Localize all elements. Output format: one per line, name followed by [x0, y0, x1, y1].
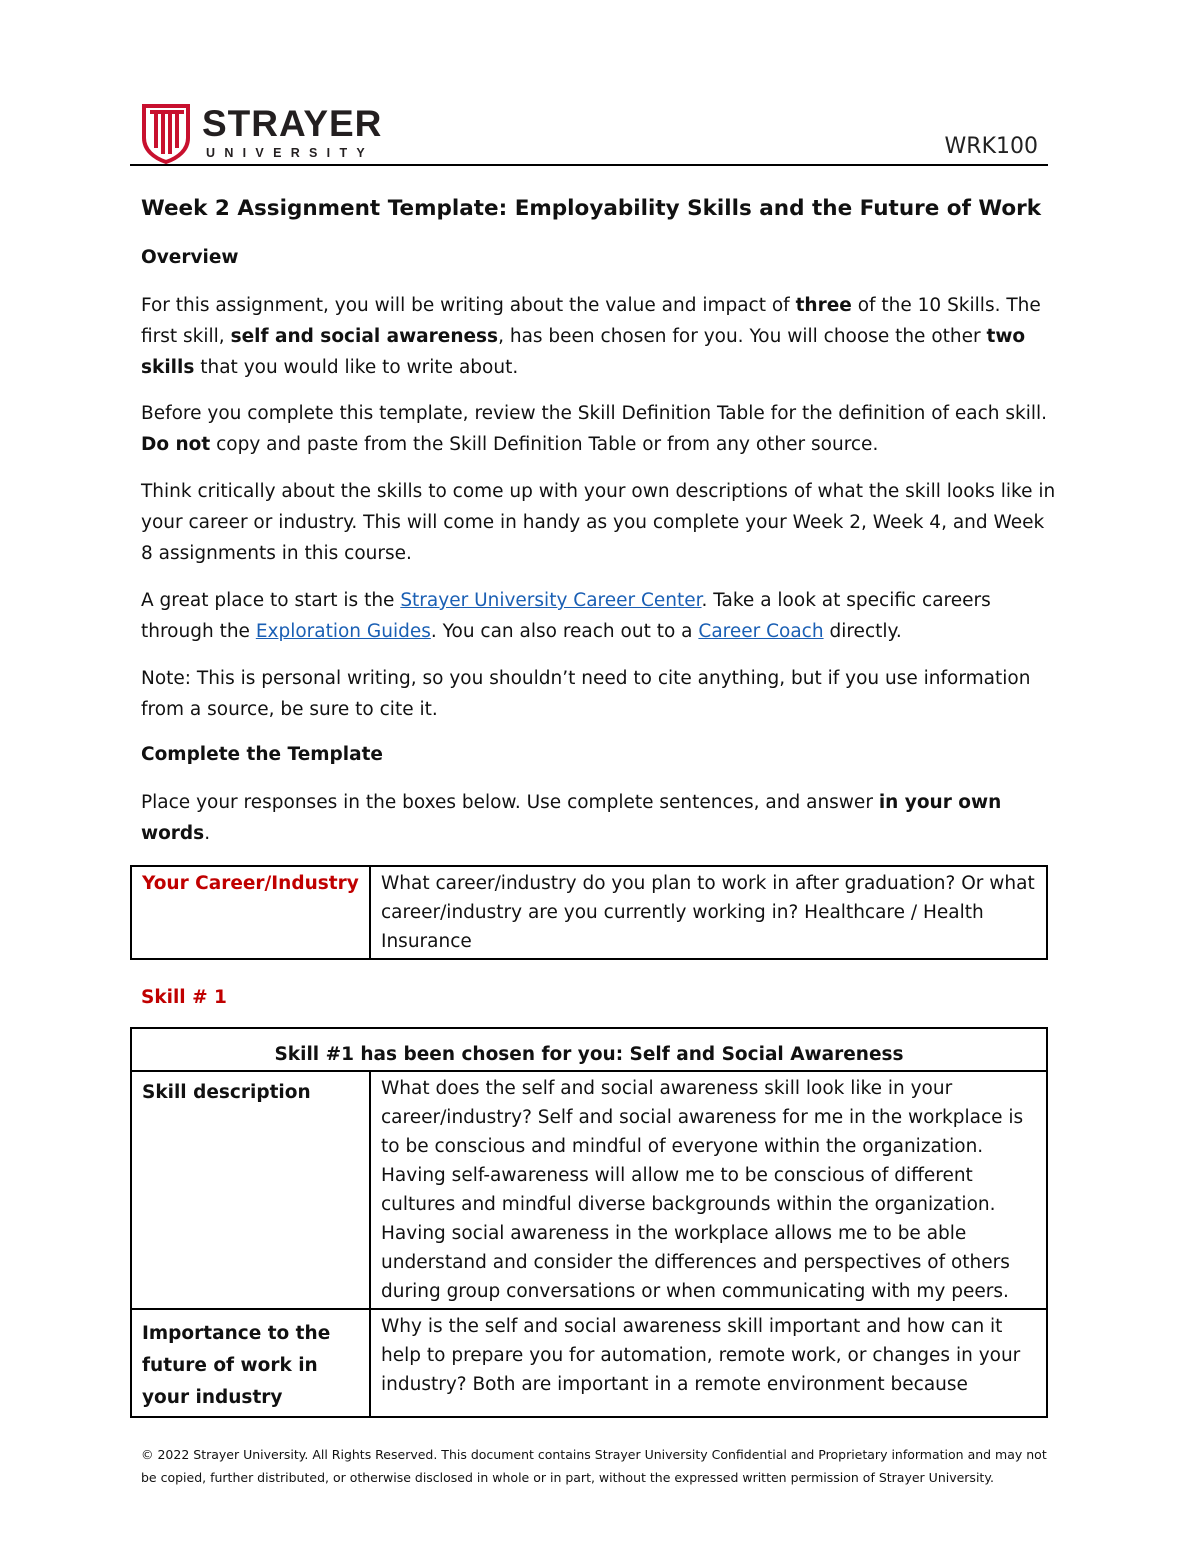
skill-description-label: Skill description	[131, 1071, 370, 1309]
text-run: .	[204, 823, 211, 844]
table-row	[131, 1309, 1047, 1417]
text-run: copy and paste from the Skill Definition Table or from any other source.	[210, 434, 879, 455]
bold-text: three	[795, 295, 852, 316]
skill-description-response[interactable]: What does the self and social awareness skill look like in your career/industry? Self and social awareness for me in the workplace is to be conscious and mindful of everyone within the organization. Having self-awareness will allow me to be conscious of different cultures and mindful diverse backgrounds within the organization. Having social awareness in the workplace allows me to be able understand and consider the differences and perspectives of others during group conversations or when communicating with my peers.	[370, 1071, 1047, 1309]
logo-wordmark: STRAYER	[202, 103, 383, 144]
overview-heading: Overview	[141, 247, 239, 268]
page-header	[130, 100, 1048, 166]
overview-paragraph-4	[141, 585, 1056, 647]
strayer-shield-icon	[140, 102, 196, 164]
skill-1-heading: Skill # 1	[141, 987, 227, 1008]
skill-1-table	[130, 1027, 1048, 1418]
career-center-link[interactable]: Strayer University Career Center	[400, 590, 702, 611]
career-industry-table	[130, 865, 1048, 960]
copyright-footer: © 2022 Strayer University. All Rights Reserved. This document contains Strayer University Confidential and Proprietary information and may not be copied, further distributed, or otherwise disclosed in whole or in part, without the expressed written permission of Strayer University.	[141, 1447, 1047, 1485]
table-row	[131, 1028, 1047, 1071]
bold-text: two skills	[141, 326, 1026, 378]
overview-paragraph-2	[141, 398, 1056, 460]
bold-text: self and social awareness	[230, 326, 499, 347]
text-run: of the 10 Skills. The first skill,	[141, 295, 1041, 347]
overview-paragraph-1	[141, 290, 1056, 383]
career-industry-response[interactable]: What career/industry do you plan to work in after graduation? Or what career/industry are you currently working in? Healthcare / Health Insurance	[370, 866, 1047, 959]
text-run: . You can also reach out to a	[430, 621, 699, 642]
table-row	[131, 866, 1047, 959]
overview-paragraph-3: Think critically about the skills to come up with your own descriptions of what the skill looks like in your career or industry. This will come in handy as you complete your Week 2, Week 4, and Week 8 assignments in this course.	[141, 481, 1056, 564]
text-run: Place your responses in the boxes below. Use complete sentences, and answer	[141, 792, 879, 813]
text-run: that you would like to write about.	[194, 357, 519, 378]
text-run: Before you complete this template, review the Skill Definition Table for the definition of each skill.	[141, 403, 1048, 424]
document-title: Week 2 Assignment Template: Employability Skills and the Future of Work	[141, 196, 1042, 221]
course-code: WRK100	[944, 134, 1038, 159]
text-run: directly.	[823, 621, 902, 642]
note-paragraph: Note: This is personal writing, so you shouldn’t need to cite anything, but if you use information from a source, be sure to cite it.	[141, 668, 1031, 720]
logo-subtitle: UNIVERSITY	[206, 146, 375, 160]
strayer-logo	[140, 102, 400, 164]
text-run: For this assignment, you will be writing about the value and impact of	[141, 295, 796, 316]
instructions-paragraph	[141, 787, 1056, 849]
skill-1-table-title: Skill #1 has been chosen for you: Self and Social Awareness	[131, 1028, 1047, 1071]
text-run: . Take a look at specific careers through the	[141, 590, 991, 642]
text-run: , has been chosen for you. You will choose the other	[498, 326, 987, 347]
importance-label: Importance to the future of work in your industry	[131, 1309, 370, 1417]
career-coach-link[interactable]: Career Coach	[698, 621, 824, 642]
bold-text: Do not	[141, 434, 211, 455]
bold-text: in your own words	[141, 792, 1002, 844]
importance-response[interactable]: Why is the self and social awareness skill important and how can it help to prepare you for automation, remote work, or changes in your industry? Both are important in a remote environment because	[370, 1309, 1047, 1417]
career-industry-label: Your Career/Industry	[131, 866, 370, 959]
table-row	[131, 1071, 1047, 1309]
exploration-guides-link[interactable]: Exploration Guides	[255, 621, 431, 642]
complete-template-heading: Complete the Template	[141, 744, 383, 765]
text-run: A great place to start is the	[141, 590, 401, 611]
